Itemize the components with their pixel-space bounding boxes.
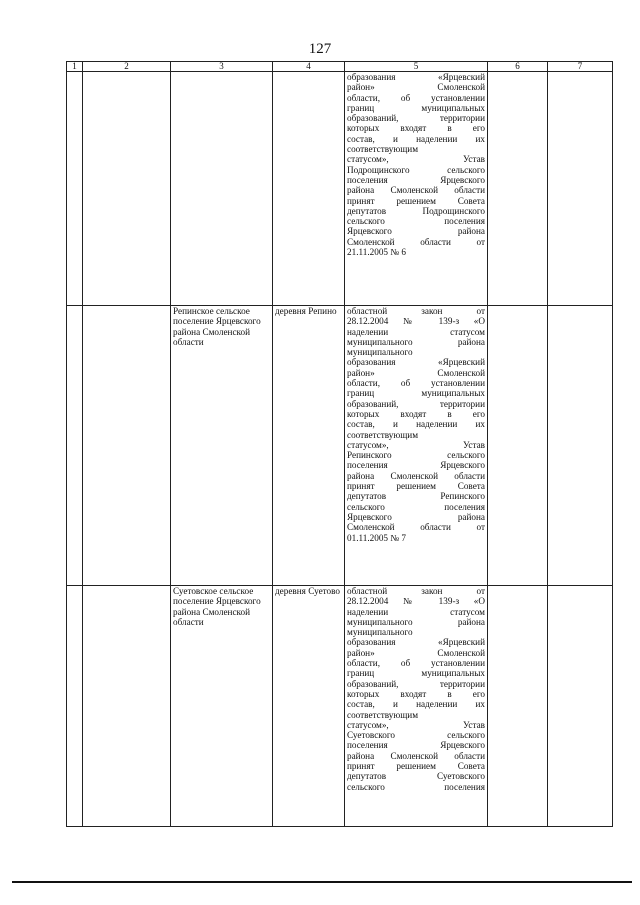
legal-basis-line: Ярцевского района [347, 511, 485, 522]
header-col-2: 2 [83, 62, 171, 72]
legal-basis-line: статусом», Устав [347, 154, 485, 165]
legal-basis-line: Смоленской области от [347, 522, 485, 533]
legal-basis-line: наделении статусом [347, 326, 485, 337]
header-col-7: 7 [548, 62, 613, 72]
legal-basis-line: депутатов Репинского [347, 491, 485, 502]
legal-basis-line: соответствующим [347, 709, 419, 720]
legal-basis-line: 28.12.2004 № 139-з «О [347, 316, 485, 327]
legal-basis-line: соответствующим [347, 429, 419, 440]
legal-basis-line: депутатов Подрощинского [347, 205, 485, 216]
legal-basis-line: район» Смоленской [347, 367, 485, 378]
legal-basis-line: сельского поселения [347, 216, 485, 227]
legal-basis-line: Смоленской области от [347, 236, 485, 247]
table-row [67, 586, 613, 827]
legal-basis-line: поселения Ярцевского [347, 740, 485, 751]
legal-basis-line: Репинского сельского [347, 450, 485, 461]
cell-col6 [488, 586, 548, 827]
legal-basis-line: муниципального [347, 627, 413, 638]
legal-basis-line: границ муниципальных [347, 388, 485, 399]
legal-basis-line: статусом», Устав [347, 719, 485, 730]
cell-col2 [83, 586, 171, 827]
legal-basis-line: состав, и наделении их [347, 699, 485, 710]
legal-basis-line: образований, территории [347, 113, 485, 124]
table-row [67, 72, 613, 306]
legal-basis-line: областной закон от [347, 306, 485, 316]
legal-basis-line: состав, и наделении их [347, 133, 485, 144]
header-col-4: 4 [273, 62, 345, 72]
legal-basis-line: Подрощинского сельского [347, 164, 485, 175]
header-row [67, 62, 613, 72]
cell-legal-basis [345, 586, 488, 827]
legal-basis-line: 01.11.2005 № 7 [347, 532, 406, 543]
cell-col1 [67, 72, 83, 306]
cell-col6 [488, 72, 548, 306]
cell-col1 [67, 586, 83, 827]
cell-center [273, 72, 345, 306]
cell-col2 [83, 72, 171, 306]
legal-basis-line: состав, и наделении их [347, 419, 485, 430]
legal-basis-line: образований, территории [347, 678, 485, 689]
registry-table [66, 61, 613, 827]
legal-basis-line: статусом», Устав [347, 439, 485, 450]
legal-basis-line: образования «Ярцевский [347, 72, 485, 82]
cell-center: деревня Суетово [273, 586, 345, 827]
legal-basis-line: сельского поселения [347, 501, 485, 512]
cell-col6 [488, 306, 548, 586]
cell-col1 [67, 306, 83, 586]
legal-basis-line: принят решением Совета [347, 761, 485, 772]
legal-basis-line: которых входят в его [347, 688, 485, 699]
header-col-3: 3 [171, 62, 273, 72]
legal-basis-line: наделении статусом [347, 606, 485, 617]
legal-basis-line: муниципального [347, 347, 413, 358]
cell-col7 [548, 306, 613, 586]
header-col-6: 6 [488, 62, 548, 72]
legal-basis-line: областной закон от [347, 586, 485, 596]
legal-basis-line: района Смоленской области [347, 750, 485, 761]
header-col-1: 1 [67, 62, 83, 72]
cell-center: деревня Репино [273, 306, 345, 586]
table-row [67, 306, 613, 586]
legal-basis-line: образования «Ярцевский [347, 357, 485, 368]
legal-basis-line: поселения Ярцевского [347, 174, 485, 185]
legal-basis-line: Ярцевского района [347, 226, 485, 237]
legal-basis-line: области, об установлении [347, 658, 485, 669]
cell-settlement [171, 72, 273, 306]
cell-settlement: Репинское сельское поселение Ярцевского района Смоленской области [171, 306, 273, 586]
page-number: 127 [308, 41, 332, 57]
legal-basis-line: соответствующим [347, 144, 419, 155]
cell-legal-basis [345, 72, 488, 306]
legal-basis-line: района Смоленской области [347, 470, 485, 481]
legal-basis-line: поселения Ярцевского [347, 460, 485, 471]
legal-basis-line: области, об установлении [347, 92, 485, 103]
cell-col2 [83, 306, 171, 586]
legal-basis-line: которых входят в его [347, 123, 485, 134]
legal-basis-line: 21.11.2005 № 6 [347, 247, 406, 258]
cell-col7 [548, 586, 613, 827]
legal-basis-line: образования «Ярцевский [347, 637, 485, 648]
legal-basis-line: 28.12.2004 № 139-з «О [347, 596, 485, 607]
footer-rule [12, 881, 632, 883]
legal-basis-line: принят решением Совета [347, 481, 485, 492]
legal-basis-line: границ муниципальных [347, 668, 485, 679]
legal-basis-line: Суетовского сельского [347, 730, 485, 741]
cell-legal-basis [345, 306, 488, 586]
legal-basis-line: район» Смоленской [347, 82, 485, 93]
legal-basis-line: муниципального района [347, 336, 485, 347]
legal-basis-line: муниципального района [347, 616, 485, 627]
legal-basis-line: район» Смоленской [347, 647, 485, 658]
cell-settlement: Суетовское сельское поселение Ярцевского района Смоленской области [171, 586, 273, 827]
legal-basis-line: области, об установлении [347, 378, 485, 389]
legal-basis-line: образований, территории [347, 398, 485, 409]
legal-basis-line: которых входят в его [347, 408, 485, 419]
legal-basis-line: сельского поселения [347, 781, 485, 792]
legal-basis-line: района Смоленской области [347, 185, 485, 196]
header-col-5: 5 [345, 62, 488, 72]
legal-basis-line: границ муниципальных [347, 102, 485, 113]
cell-col7 [548, 72, 613, 306]
legal-basis-line: депутатов Суетовского [347, 771, 485, 782]
legal-basis-line: принят решением Совета [347, 195, 485, 206]
